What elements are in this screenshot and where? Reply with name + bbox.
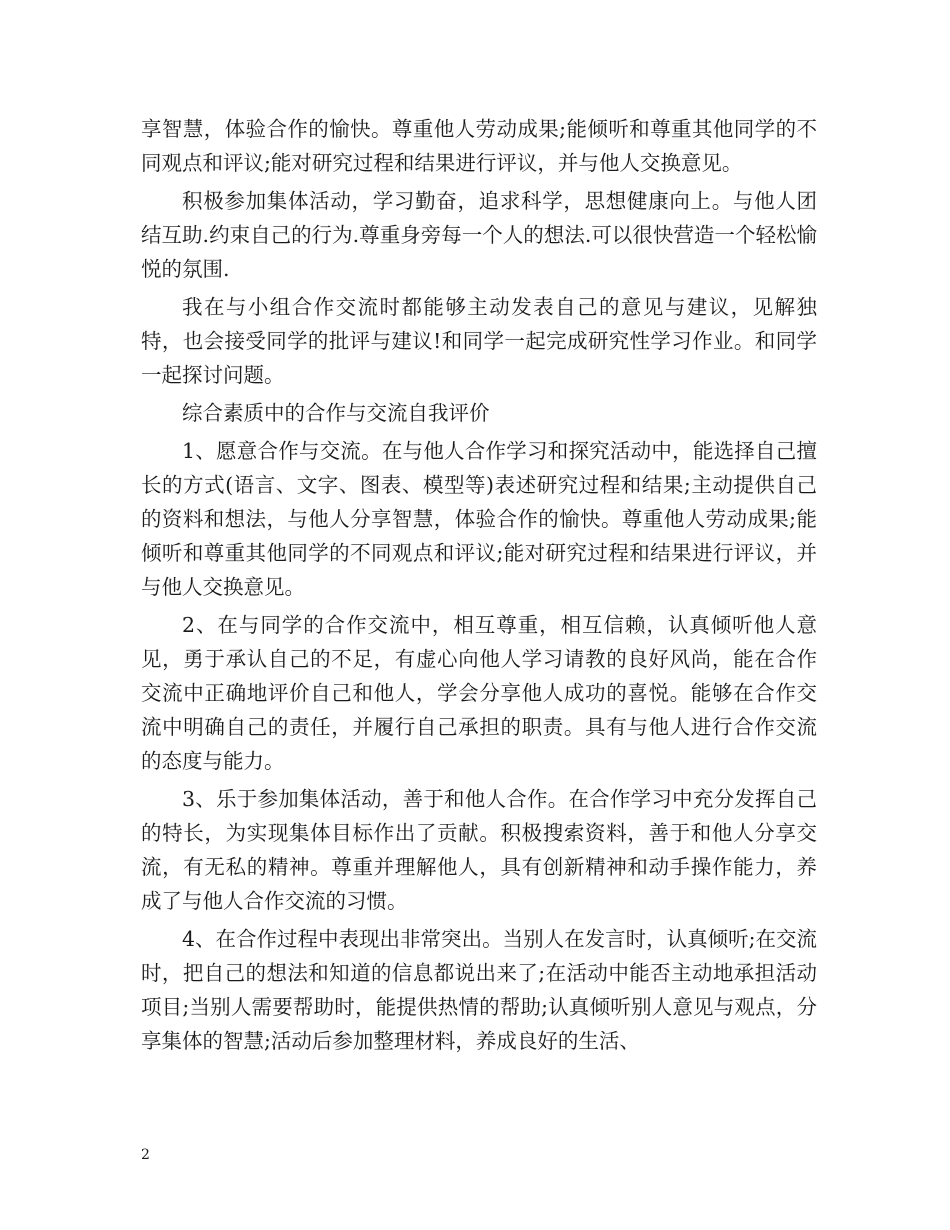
paragraph-group-communication: 我在与小组合作交流时都能够主动发表自己的意见与建议，见解独特，也会接受同学的批评与建议!和同学一起完成研究性学习作业。和同学一起探讨问题。 bbox=[141, 295, 817, 387]
page-number: 2 bbox=[141, 1147, 150, 1163]
section-heading: 综合素质中的合作与交流自我评价 bbox=[182, 401, 490, 425]
paragraph-collective-activities: 积极参加集体活动，学习勤奋，追求科学，思想健康向上。与他人团结互助.约束自己的行为.尊重身旁每一个人的想法.可以很快营造一个轻松愉悦的氛围. bbox=[141, 189, 817, 281]
paragraph-item-4: 4、在合作过程中表现出非常突出。当别人在发言时，认真倾听;在交流时，把自己的想法和知道的信息都说出来了;在活动中能否主动地承担活动项目;当别人需要帮助时，能提供热情的帮助;认真倾听别人意见与观点，分享集体的智慧;活动后参加整理材料，养成良好的生活、 bbox=[141, 927, 817, 1053]
paragraph-item-1: 1、愿意合作与交流。在与他人合作学习和探究活动中，能选择自己擅长的方式(语言、文字、图表、模型等)表述研究过程和结果;主动提供自己的资料和想法，与他人分享智慧，体验合作的愉快。尊重他人劳动成果;能倾听和尊重其他同学的不同观点和评议;能对研究过程和结果进行评议，并与他人交换意见。 bbox=[141, 439, 817, 599]
paragraph-item-2: 2、在与同学的合作交流中，相互尊重，相互信赖，认真倾听他人意见，勇于承认自己的不足，有虚心向他人学习请教的良好风尚，能在合作交流中正确地评价自己和他人，学会分享他人成功的喜悦。能够在合作交流中明确自己的责任，并履行自己承担的职责。具有与他人进行合作交流的态度与能力。 bbox=[141, 613, 817, 773]
paragraph-item-3: 3、乐于参加集体活动，善于和他人合作。在合作学习中充分发挥自己的特长，为实现集体目标作出了贡献。积极搜索资料，善于和他人分享交流，有无私的精神。尊重并理解他人，具有创新精神和动手操作能力，养成了与他人合作交流的习惯。 bbox=[141, 787, 817, 913]
document-body bbox=[141, 112, 817, 1062]
paragraph-continued: 享智慧，体验合作的愉快。尊重他人劳动成果;能倾听和尊重其他同学的不同观点和评议;能对研究过程和结果进行评议，并与他人交换意见。 bbox=[141, 117, 817, 175]
